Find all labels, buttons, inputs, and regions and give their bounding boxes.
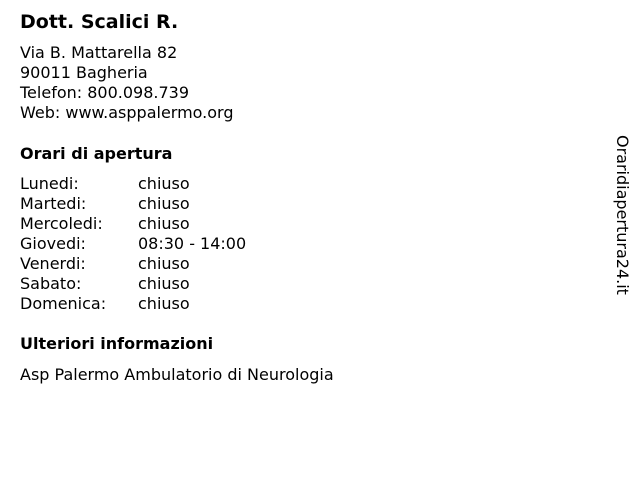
day-label: Martedi: xyxy=(20,194,87,213)
phone-number[interactable]: Telefon: 800.098.739 xyxy=(20,83,190,102)
address-city: 90011 Bagheria xyxy=(20,63,148,82)
day-hours: chiuso xyxy=(138,194,190,213)
day-hours: chiuso xyxy=(138,294,190,313)
address-street: Via B. Mattarella 82 xyxy=(20,43,178,62)
day-label: Lunedi: xyxy=(20,174,79,193)
day-hours: chiuso xyxy=(138,254,190,273)
side-brand-text: Oraridiapertura24.it xyxy=(613,135,632,295)
day-hours: 08:30 - 14:00 xyxy=(138,234,247,253)
day-label: Giovedi: xyxy=(20,234,86,253)
day-label: Mercoledi: xyxy=(20,214,103,233)
day-label: Domenica: xyxy=(20,294,107,313)
day-hours: chiuso xyxy=(138,274,190,293)
more-info-text: Asp Palermo Ambulatorio di Neurologia xyxy=(20,365,334,384)
business-contact xyxy=(20,43,234,123)
day-label: Venerdi: xyxy=(20,254,86,273)
day-hours: chiuso xyxy=(138,214,190,233)
day-hours: chiuso xyxy=(138,174,190,193)
opening-hours-heading: Orari di apertura xyxy=(20,144,173,163)
day-label: Sabato: xyxy=(20,274,82,293)
more-info-heading: Ulteriori informazioni xyxy=(20,334,214,353)
website[interactable]: Web: www.asppalermo.org xyxy=(20,103,234,122)
business-name: Dott. Scalici R. xyxy=(20,11,179,33)
